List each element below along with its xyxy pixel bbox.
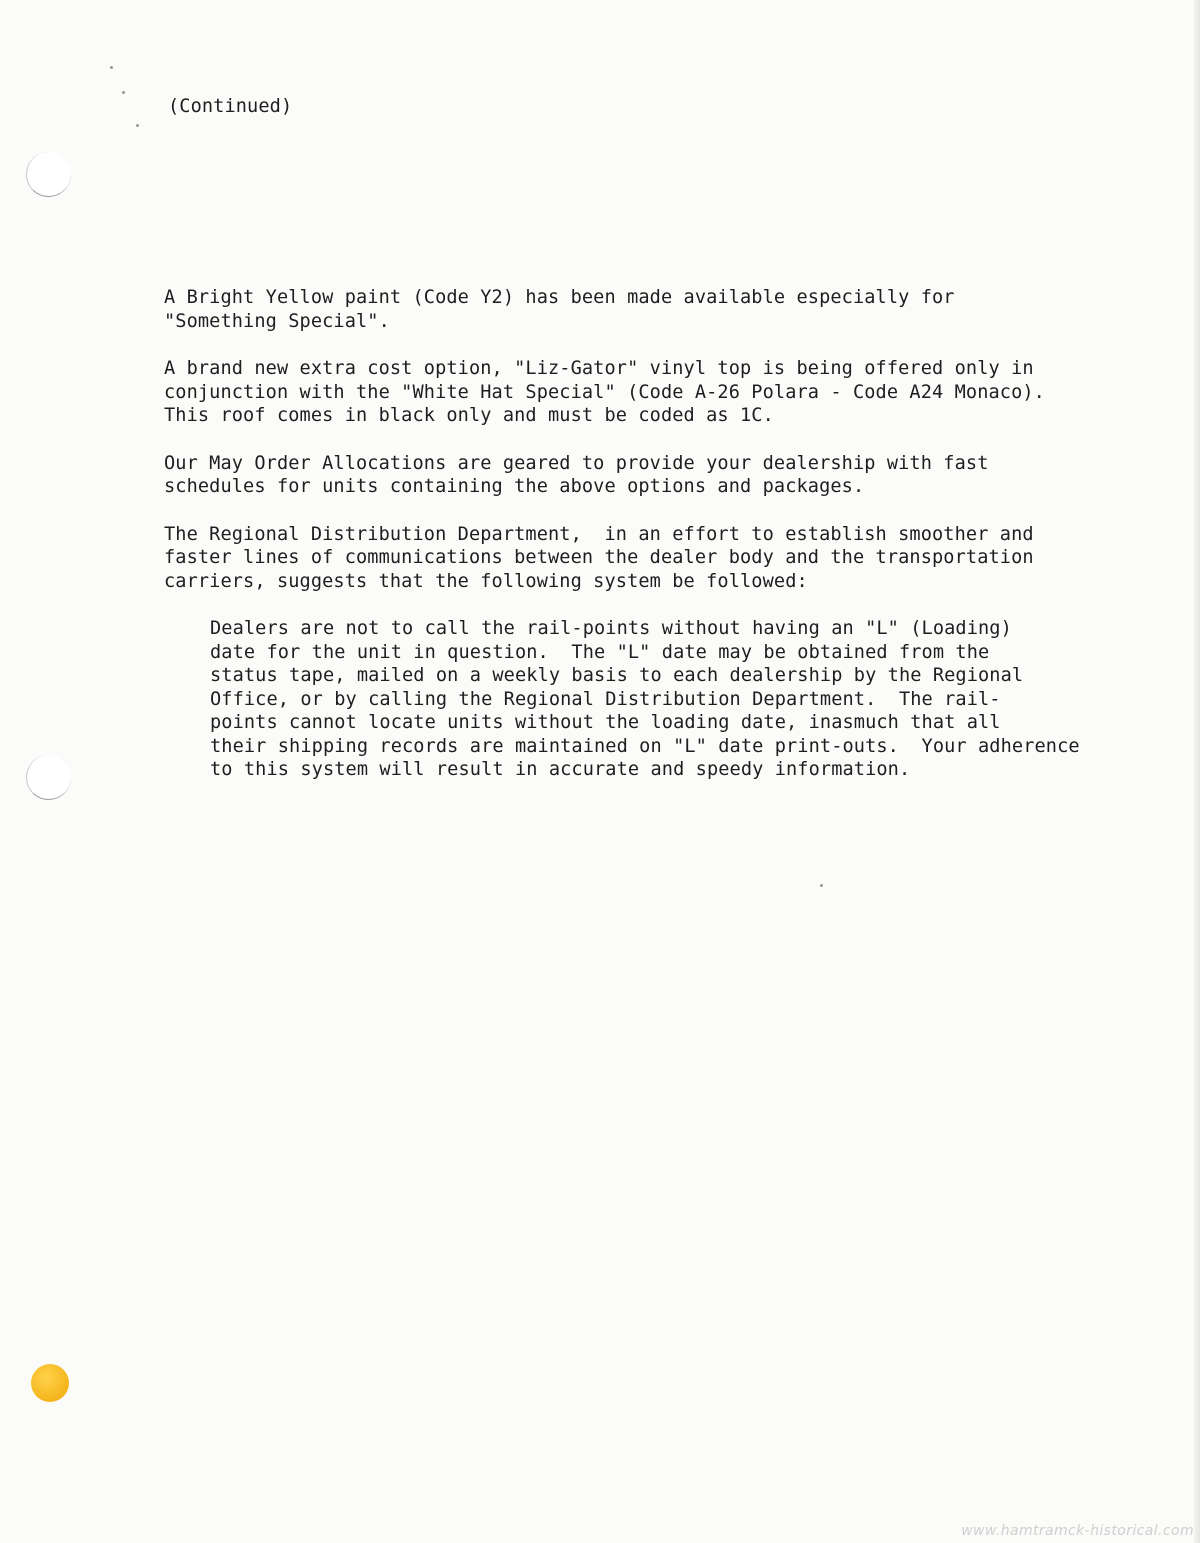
- paragraph-order-allocations: Our May Order Allocations are geared to provide your dealership with fast schedules for units containing the above options and packages.: [164, 452, 989, 497]
- paragraph-vinyl-top: A brand new extra cost option, "Liz-Gator" vinyl top is being offered only in conjunction with the "White Hat Special" (Code A-26 Polara - Code A24 Monaco). This roof comes in black only and must be coded as 1C.: [164, 358, 1045, 426]
- paper-speck: [122, 91, 125, 94]
- punch-hole-top: [26, 152, 71, 197]
- paper-speck: [136, 124, 139, 127]
- paragraph-yellow-paint: A Bright Yellow paint (Code Y2) has been made available especially for "Something Special".: [164, 287, 955, 332]
- paragraph-loading-date-system: Dealers are not to call the rail-points without having an "L" (Loading) date for the unit in question. The "L" date may be obtained from the status tape, mailed on a weekly basis to each dealership by the Regional Office, or by calling the Regional Distribution Department. The rail- points cannot locate units without the loading date, inasmuch that all their shipping records are maintained on "L" date print-outs. Your adherence to this system will result in accurate and speedy information.: [210, 618, 1080, 780]
- paragraph-distribution-department: The Regional Distribution Department, in an effort to establish smoother and faster lines of communications between the dealer body and the transportation carriers, suggests that the following system be followed:: [164, 523, 1034, 592]
- memo-body: [164, 286, 1124, 806]
- page-edge-shadow: [1194, 0, 1200, 1543]
- continued-header: (Continued): [168, 96, 293, 117]
- paper-speck: [820, 884, 823, 887]
- site-watermark: www.hamtramck-historical.com: [961, 1523, 1194, 1539]
- paper-speck: [110, 66, 113, 69]
- yellow-dot-sticker: [31, 1364, 69, 1402]
- punch-hole-middle: [26, 755, 71, 800]
